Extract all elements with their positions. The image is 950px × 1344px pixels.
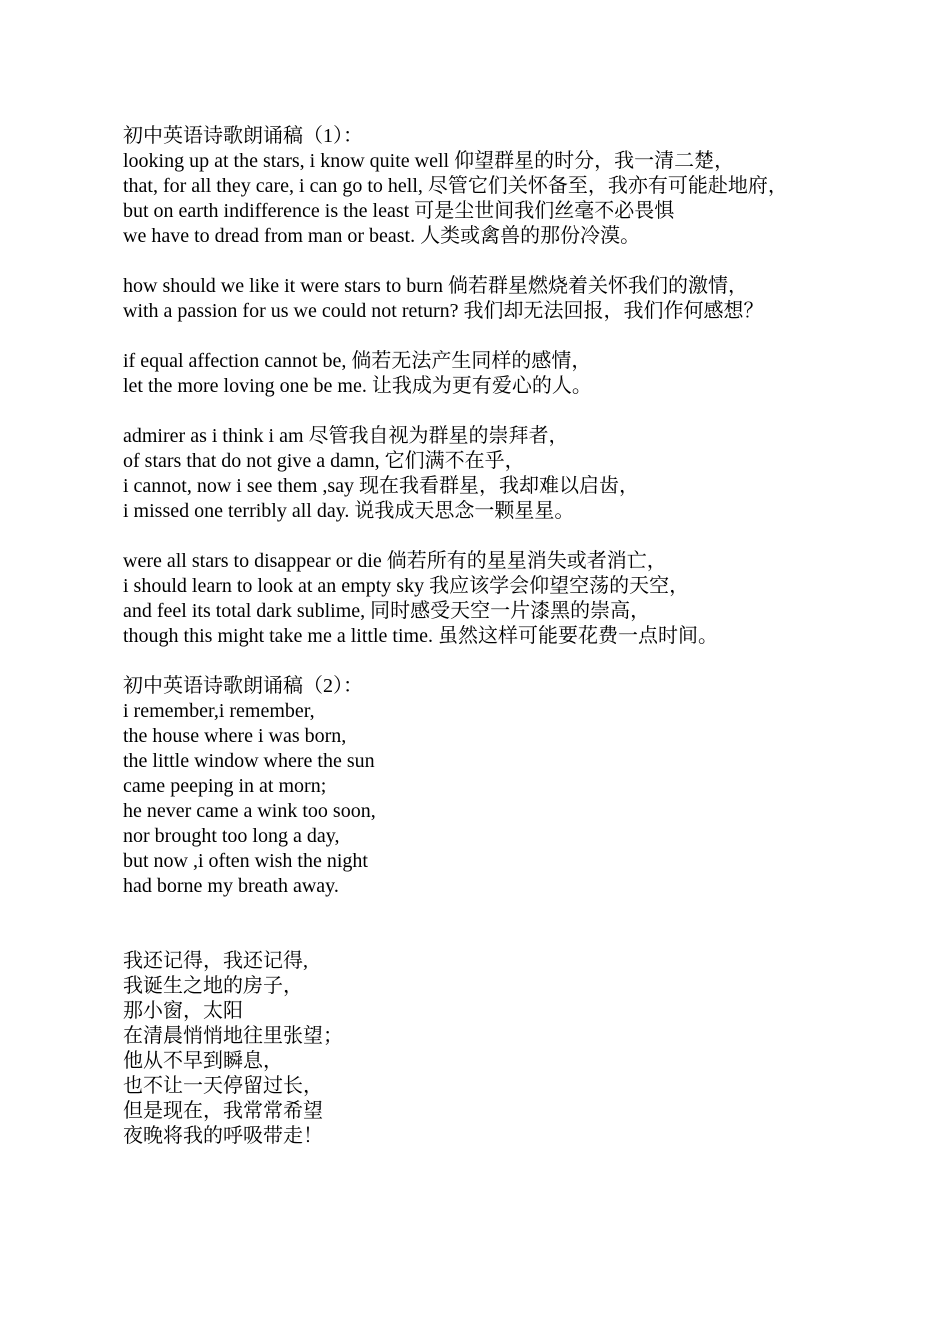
poem-line: 也不让一天停留过长， (123, 1075, 323, 1097)
poem-line: were all stars to disappear or die 倘若所有的星星消失或者消亡， (123, 550, 667, 572)
poem-line: of stars that do not give a damn, 它们满不在乎， (123, 450, 525, 472)
poem-line: looking up at the stars, i know quite well 仰望群星的时分，我一清二楚， (123, 150, 735, 172)
poem-line: how should we like it were stars to burn 倘若群星燃烧着关怀我们的激情， (123, 275, 748, 297)
poem-line: 我还记得，我还记得, (123, 950, 308, 972)
poem-line: i cannot, now i see them ,say 现在我看群星，我却难以启齿， (123, 475, 640, 497)
poem-line: that, for all they care, i can go to hell, 尽管它们关怀备至，我亦有可能赴地府， (123, 175, 788, 197)
poem1-stanza-1 (123, 149, 883, 249)
poem1-stanza-4 (123, 424, 883, 524)
poem-line: i missed one terribly all day. 说我成天思念一颗星星。 (123, 500, 575, 522)
poem-line: 夜晚将我的呼吸带走！ (123, 1125, 323, 1147)
stanza-gap (123, 324, 883, 349)
poem-line: i should learn to look at an empty sky 我应该学会仰望空荡的天空， (123, 575, 690, 597)
poem-line: came peeping in at morn; (123, 775, 327, 797)
poem-line: the house where i was born, (123, 725, 347, 747)
stanza-gap (123, 399, 883, 424)
poem1-stanza-2 (123, 274, 883, 324)
poem-line: but now ,i often wish the night (123, 850, 368, 872)
document-page (123, 124, 883, 1149)
poem-line: i remember,i remember, (123, 700, 315, 722)
poem-line: the little window where the sun (123, 750, 375, 772)
poem1-stanza-5 (123, 549, 883, 649)
stanza-gap (123, 649, 883, 674)
poem-line: and feel its total dark sublime, 同时感受天空一片漆黑的崇高， (123, 600, 651, 622)
poem2-chinese (123, 949, 883, 1149)
poem-line: we have to dread from man or beast. 人类或禽兽的那份冷漠。 (123, 225, 641, 247)
poem2-english (123, 699, 883, 899)
poem-line: 但是现在，我常常希望 (123, 1100, 323, 1122)
stanza-gap (123, 249, 883, 274)
poem-line: with a passion for us we could not return? 我们却无法回报，我们作何感想？ (123, 300, 764, 322)
poem-line: admirer as i think i am 尽管我自视为群星的崇拜者， (123, 425, 569, 447)
poem-line: but on earth indifference is the least 可是尘世间我们丝毫不必畏惧 (123, 200, 675, 222)
poem-line: 我诞生之地的房子， (123, 975, 303, 997)
poem-line: let the more loving one be me. 让我成为更有爱心的人。 (123, 375, 592, 397)
poem-line: nor brought too long a day, (123, 825, 340, 847)
poem-line: 他从不早到瞬息， (123, 1050, 283, 1072)
poem-line: he never came a wink too soon, (123, 800, 376, 822)
poem-line: had borne my breath away. (123, 875, 339, 897)
poem-line: if equal affection cannot be, 倘若无法产生同样的感情， (123, 350, 592, 372)
poem1-title: 初中英语诗歌朗诵稿（1）： (123, 125, 363, 147)
poem-line: though this might take me a little time. 虽然这样可能要花费一点时间。 (123, 625, 718, 647)
section-gap (123, 899, 883, 949)
poem1-stanza-3 (123, 349, 883, 399)
poem2-title: 初中英语诗歌朗诵稿（2）： (123, 675, 363, 697)
poem-line: 那小窗，太阳 (123, 1000, 243, 1022)
poem-line: 在清晨悄悄地往里张望； (123, 1025, 343, 1047)
stanza-gap (123, 524, 883, 549)
